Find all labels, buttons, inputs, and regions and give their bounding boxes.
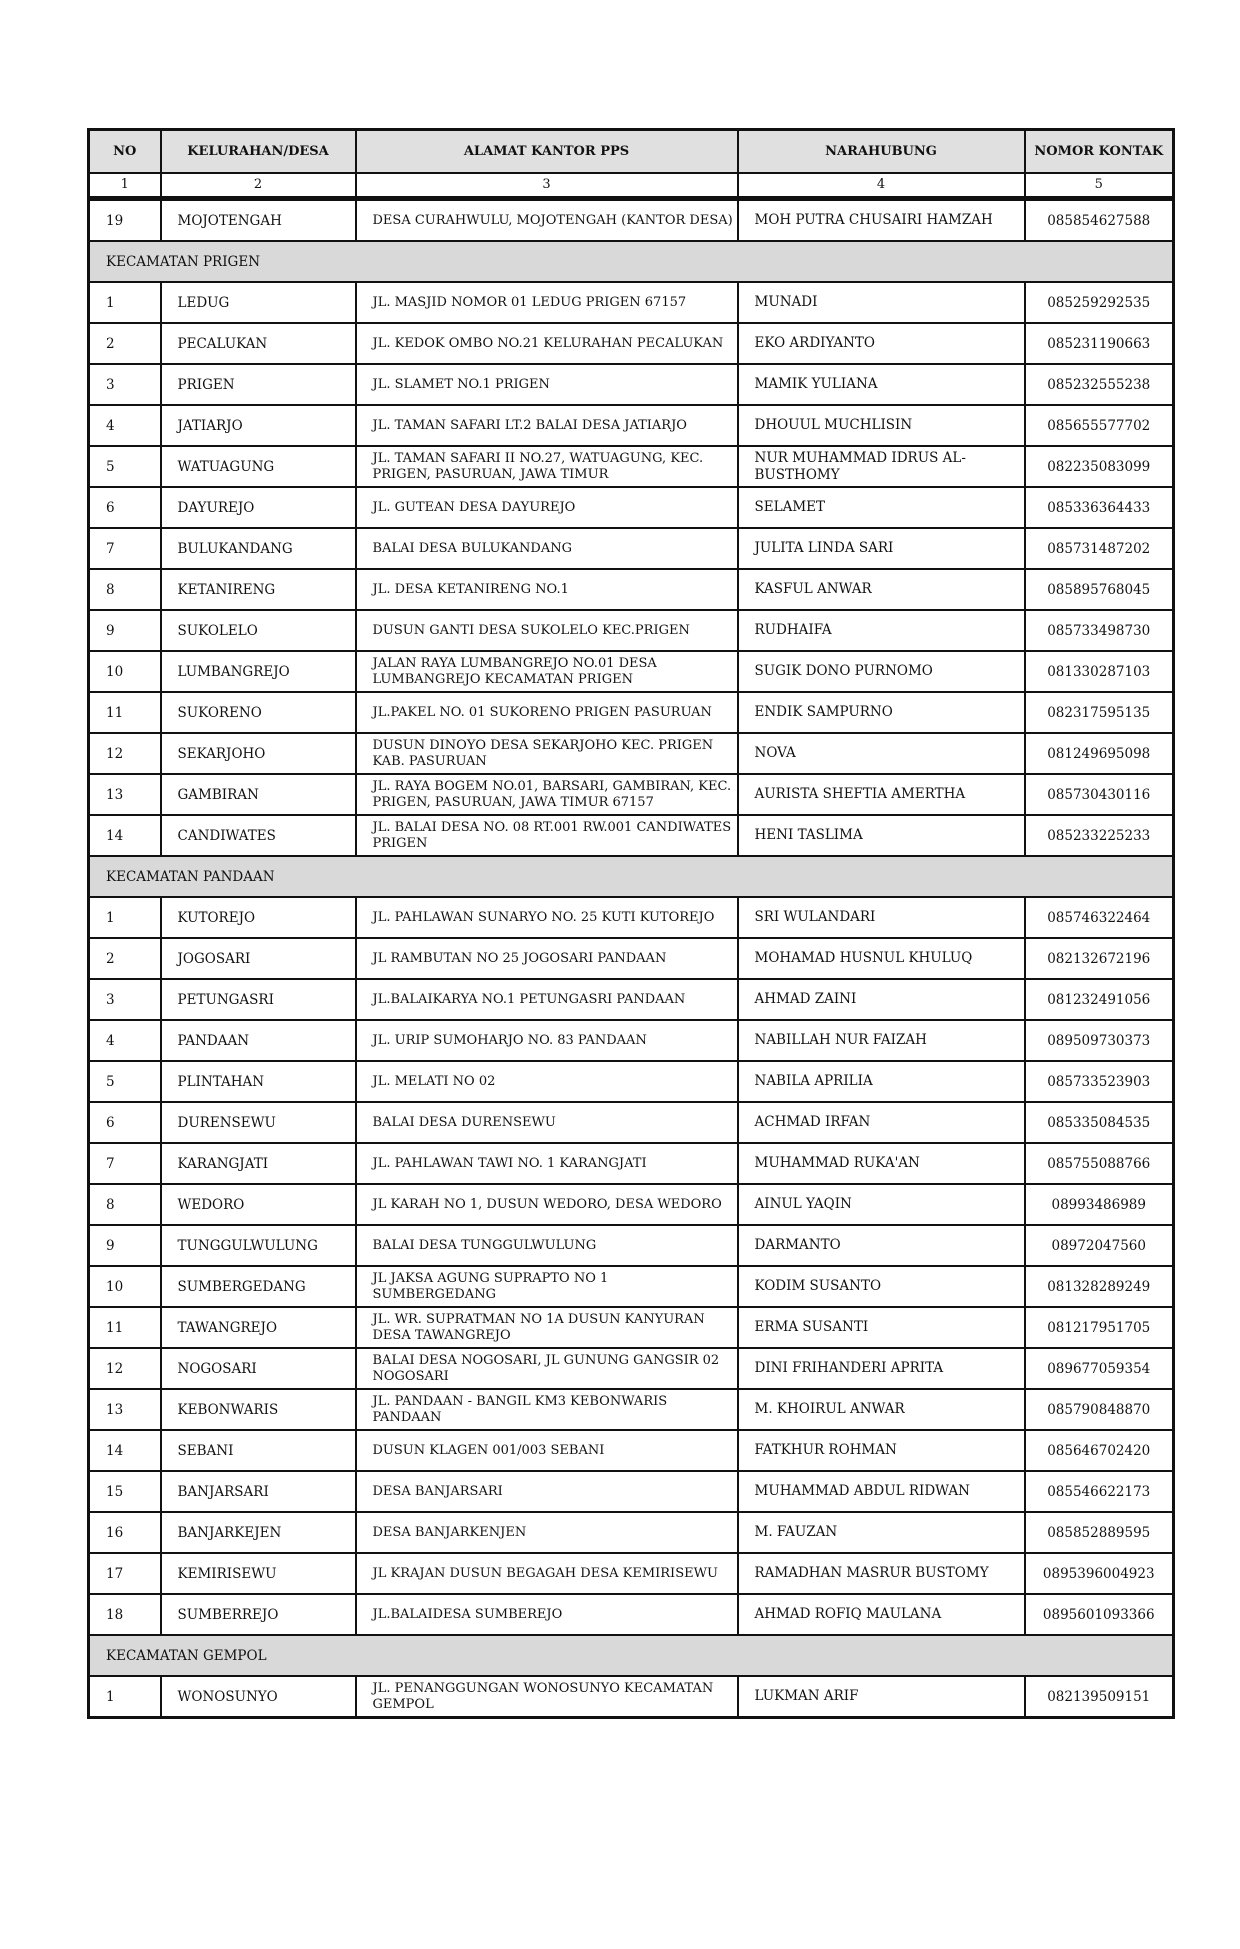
cell-nomor-kontak: 085336364433 [1025, 487, 1174, 528]
cell-alamat: JL. SLAMET NO.1 PRIGEN [356, 364, 738, 405]
cell-alamat: JL.BALAIKARYA NO.1 PETUNGASRI PANDAAN [356, 979, 738, 1020]
cell-nomor-kontak: 0895601093366 [1025, 1594, 1174, 1635]
cell-no: 2 [89, 323, 161, 364]
cell-alamat: JL KARAH NO 1, DUSUN WEDORO, DESA WEDORO [356, 1184, 738, 1225]
kecamatan-label: KECAMATAN PANDAAN [89, 856, 1174, 897]
cell-kelurahan-desa: PANDAAN [161, 1020, 356, 1061]
cell-narahubung: AHMAD ROFIQ MAULANA [738, 1594, 1025, 1635]
cell-kelurahan-desa: SUKOLELO [161, 610, 356, 651]
kecamatan-label: KECAMATAN PRIGEN [89, 241, 1174, 282]
cell-narahubung: NUR MUHAMMAD IDRUS AL-BUSTHOMY [738, 446, 1025, 487]
cell-narahubung: AHMAD ZAINI [738, 979, 1025, 1020]
cell-alamat: BALAI DESA NOGOSARI, JL GUNUNG GANGSIR 02 NOGOSARI [356, 1348, 738, 1389]
column-number: 4 [738, 173, 1025, 199]
table-row [89, 1553, 1174, 1594]
table-row [89, 610, 1174, 651]
table-row [89, 528, 1174, 569]
cell-nomor-kontak: 085730430116 [1025, 774, 1174, 815]
cell-alamat: JL. KEDOK OMBO NO.21 KELURAHAN PECALUKAN [356, 323, 738, 364]
cell-nomor-kontak: 085854627588 [1025, 199, 1174, 242]
cell-nomor-kontak: 085852889595 [1025, 1512, 1174, 1553]
cell-no: 8 [89, 1184, 161, 1225]
cell-narahubung: MOH PUTRA CHUSAIRI HAMZAH [738, 199, 1025, 242]
cell-narahubung: MAMIK YULIANA [738, 364, 1025, 405]
cell-no: 15 [89, 1471, 161, 1512]
column-number: 2 [161, 173, 356, 199]
column-number: 5 [1025, 173, 1174, 199]
cell-alamat: JL. PAHLAWAN TAWI NO. 1 KARANGJATI [356, 1143, 738, 1184]
table-row [89, 733, 1174, 774]
cell-narahubung: M. KHOIRUL ANWAR [738, 1389, 1025, 1430]
cell-kelurahan-desa: PLINTAHAN [161, 1061, 356, 1102]
header-narahubung: NARAHUBUNG [738, 130, 1025, 174]
cell-nomor-kontak: 0895396004923 [1025, 1553, 1174, 1594]
cell-nomor-kontak: 085335084535 [1025, 1102, 1174, 1143]
cell-no: 2 [89, 938, 161, 979]
cell-no: 3 [89, 364, 161, 405]
cell-narahubung: KASFUL ANWAR [738, 569, 1025, 610]
cell-alamat: DUSUN DINOYO DESA SEKARJOHO KEC. PRIGEN KAB. PASURUAN [356, 733, 738, 774]
cell-alamat: DESA BANJARKENJEN [356, 1512, 738, 1553]
cell-nomor-kontak: 085746322464 [1025, 897, 1174, 938]
cell-nomor-kontak: 082317595135 [1025, 692, 1174, 733]
cell-kelurahan-desa: PRIGEN [161, 364, 356, 405]
table-row [89, 938, 1174, 979]
cell-alamat: BALAI DESA TUNGGULWULUNG [356, 1225, 738, 1266]
cell-kelurahan-desa: SEBANI [161, 1430, 356, 1471]
cell-narahubung: DINI FRIHANDERI APRITA [738, 1348, 1025, 1389]
table-row [89, 692, 1174, 733]
cell-nomor-kontak: 081249695098 [1025, 733, 1174, 774]
cell-kelurahan-desa: SUMBERREJO [161, 1594, 356, 1635]
kecamatan-section-row [89, 856, 1174, 897]
cell-no: 18 [89, 1594, 161, 1635]
cell-narahubung: SRI WULANDARI [738, 897, 1025, 938]
cell-alamat: DUSUN GANTI DESA SUKOLELO KEC.PRIGEN [356, 610, 738, 651]
table-row [89, 405, 1174, 446]
cell-no: 16 [89, 1512, 161, 1553]
cell-alamat: JL. WR. SUPRATMAN NO 1A DUSUN KANYURAN DESA TAWANGREJO [356, 1307, 738, 1348]
cell-no: 17 [89, 1553, 161, 1594]
cell-narahubung: AINUL YAQIN [738, 1184, 1025, 1225]
cell-kelurahan-desa: NOGOSARI [161, 1348, 356, 1389]
cell-narahubung: MOHAMAD HUSNUL KHULUQ [738, 938, 1025, 979]
cell-kelurahan-desa: BANJARSARI [161, 1471, 356, 1512]
cell-alamat: BALAI DESA DURENSEWU [356, 1102, 738, 1143]
table-row [89, 446, 1174, 487]
cell-kelurahan-desa: TUNGGULWULUNG [161, 1225, 356, 1266]
cell-narahubung: JULITA LINDA SARI [738, 528, 1025, 569]
cell-nomor-kontak: 085546622173 [1025, 1471, 1174, 1512]
cell-narahubung: MUHAMMAD ABDUL RIDWAN [738, 1471, 1025, 1512]
cell-alamat: JL. BALAI DESA NO. 08 RT.001 RW.001 CANDIWATES PRIGEN [356, 815, 738, 856]
cell-nomor-kontak: 085232555238 [1025, 364, 1174, 405]
cell-kelurahan-desa: BANJARKEJEN [161, 1512, 356, 1553]
cell-narahubung: NABILA APRILIA [738, 1061, 1025, 1102]
cell-kelurahan-desa: CANDIWATES [161, 815, 356, 856]
cell-nomor-kontak: 081217951705 [1025, 1307, 1174, 1348]
cell-narahubung: ERMA SUSANTI [738, 1307, 1025, 1348]
cell-narahubung: MUHAMMAD RUKA'AN [738, 1143, 1025, 1184]
cell-kelurahan-desa: SUMBERGEDANG [161, 1266, 356, 1307]
pps-contact-table [87, 128, 1175, 1719]
cell-no: 14 [89, 1430, 161, 1471]
cell-alamat: BALAI DESA BULUKANDANG [356, 528, 738, 569]
cell-kelurahan-desa: KARANGJATI [161, 1143, 356, 1184]
cell-narahubung: NABILLAH NUR FAIZAH [738, 1020, 1025, 1061]
table-row [89, 651, 1174, 692]
cell-kelurahan-desa: GAMBIRAN [161, 774, 356, 815]
cell-kelurahan-desa: BULUKANDANG [161, 528, 356, 569]
table-row [89, 774, 1174, 815]
cell-kelurahan-desa: WATUAGUNG [161, 446, 356, 487]
table-row [89, 487, 1174, 528]
table-row [89, 815, 1174, 856]
cell-no: 7 [89, 528, 161, 569]
table-row [89, 282, 1174, 323]
cell-no: 13 [89, 774, 161, 815]
table-row [89, 1430, 1174, 1471]
cell-kelurahan-desa: DAYUREJO [161, 487, 356, 528]
cell-alamat: JL. DESA KETANIRENG NO.1 [356, 569, 738, 610]
cell-alamat: JL. MELATI NO 02 [356, 1061, 738, 1102]
table-row [89, 1676, 1174, 1718]
cell-no: 19 [89, 199, 161, 242]
table-body [89, 199, 1174, 1718]
cell-narahubung: KODIM SUSANTO [738, 1266, 1025, 1307]
cell-no: 6 [89, 487, 161, 528]
cell-nomor-kontak: 081328289249 [1025, 1266, 1174, 1307]
cell-nomor-kontak: 085233225233 [1025, 815, 1174, 856]
cell-nomor-kontak: 085646702420 [1025, 1430, 1174, 1471]
cell-narahubung: RAMADHAN MASRUR BUSTOMY [738, 1553, 1025, 1594]
cell-no: 9 [89, 1225, 161, 1266]
cell-nomor-kontak: 08972047560 [1025, 1225, 1174, 1266]
cell-no: 9 [89, 610, 161, 651]
cell-alamat: JL KRAJAN DUSUN BEGAGAH DESA KEMIRISEWU [356, 1553, 738, 1594]
cell-alamat: JL. RAYA BOGEM NO.01, BARSARI, GAMBIRAN, KEC. PRIGEN, PASURUAN, JAWA TIMUR 67157 [356, 774, 738, 815]
cell-no: 12 [89, 1348, 161, 1389]
document-page [87, 128, 1172, 1719]
column-number-row [89, 173, 1174, 199]
cell-alamat: JL.BALAIDESA SUMBEREJO [356, 1594, 738, 1635]
cell-no: 1 [89, 282, 161, 323]
cell-alamat: DUSUN KLAGEN 001/003 SEBANI [356, 1430, 738, 1471]
cell-no: 1 [89, 897, 161, 938]
cell-no: 11 [89, 1307, 161, 1348]
table-row [89, 1307, 1174, 1348]
cell-no: 6 [89, 1102, 161, 1143]
cell-no: 8 [89, 569, 161, 610]
cell-alamat: JL. TAMAN SAFARI II NO.27, WATUAGUNG, KEC. PRIGEN, PASURUAN, JAWA TIMUR [356, 446, 738, 487]
cell-no: 1 [89, 1676, 161, 1718]
header-row [89, 130, 1174, 174]
cell-alamat: JL. GUTEAN DESA DAYUREJO [356, 487, 738, 528]
header-alamat-kantor: ALAMAT KANTOR PPS [356, 130, 738, 174]
cell-no: 10 [89, 651, 161, 692]
cell-nomor-kontak: 082235083099 [1025, 446, 1174, 487]
cell-nomor-kontak: 082139509151 [1025, 1676, 1174, 1718]
table-row [89, 1061, 1174, 1102]
table-row [89, 897, 1174, 938]
cell-kelurahan-desa: MOJOTENGAH [161, 199, 356, 242]
cell-alamat: DESA CURAHWULU, MOJOTENGAH (KANTOR DESA) [356, 199, 738, 242]
table-header [89, 130, 1174, 199]
table-row [89, 199, 1174, 242]
cell-alamat: JL. TAMAN SAFARI LT.2 BALAI DESA JATIARJO [356, 405, 738, 446]
cell-kelurahan-desa: WEDORO [161, 1184, 356, 1225]
cell-alamat: JL JAKSA AGUNG SUPRAPTO NO 1 SUMBERGEDANG [356, 1266, 738, 1307]
header-kelurahan-desa: KELURAHAN/DESA [161, 130, 356, 174]
cell-alamat: JL. MASJID NOMOR 01 LEDUG PRIGEN 67157 [356, 282, 738, 323]
cell-narahubung: DHOUUL MUCHLISIN [738, 405, 1025, 446]
cell-nomor-kontak: 089677059354 [1025, 1348, 1174, 1389]
cell-nomor-kontak: 085731487202 [1025, 528, 1174, 569]
cell-no: 7 [89, 1143, 161, 1184]
kecamatan-section-row [89, 1635, 1174, 1676]
cell-narahubung: NOVA [738, 733, 1025, 774]
cell-no: 12 [89, 733, 161, 774]
cell-kelurahan-desa: KUTOREJO [161, 897, 356, 938]
cell-nomor-kontak: 081330287103 [1025, 651, 1174, 692]
cell-kelurahan-desa: TAWANGREJO [161, 1307, 356, 1348]
table-row [89, 364, 1174, 405]
table-row [89, 1225, 1174, 1266]
cell-kelurahan-desa: SEKARJOHO [161, 733, 356, 774]
cell-alamat: JL RAMBUTAN NO 25 JOGOSARI PANDAAN [356, 938, 738, 979]
table-row [89, 323, 1174, 364]
cell-kelurahan-desa: JOGOSARI [161, 938, 356, 979]
cell-narahubung: HENI TASLIMA [738, 815, 1025, 856]
cell-nomor-kontak: 085259292535 [1025, 282, 1174, 323]
header-no: NO [89, 130, 161, 174]
cell-no: 3 [89, 979, 161, 1020]
cell-narahubung: DARMANTO [738, 1225, 1025, 1266]
table-row [89, 1512, 1174, 1553]
table-row [89, 1348, 1174, 1389]
cell-kelurahan-desa: JATIARJO [161, 405, 356, 446]
cell-narahubung: ENDIK SAMPURNO [738, 692, 1025, 733]
table-row [89, 1471, 1174, 1512]
table-row [89, 979, 1174, 1020]
cell-nomor-kontak: 082132672196 [1025, 938, 1174, 979]
table-row [89, 569, 1174, 610]
cell-narahubung: FATKHUR ROHMAN [738, 1430, 1025, 1471]
cell-nomor-kontak: 085231190663 [1025, 323, 1174, 364]
cell-narahubung: RUDHAIFA [738, 610, 1025, 651]
column-number: 3 [356, 173, 738, 199]
cell-kelurahan-desa: LEDUG [161, 282, 356, 323]
table-row [89, 1594, 1174, 1635]
cell-no: 14 [89, 815, 161, 856]
cell-narahubung: EKO ARDIYANTO [738, 323, 1025, 364]
cell-nomor-kontak: 085755088766 [1025, 1143, 1174, 1184]
cell-no: 13 [89, 1389, 161, 1430]
cell-alamat: JL.PAKEL NO. 01 SUKORENO PRIGEN PASURUAN [356, 692, 738, 733]
cell-kelurahan-desa: KEBONWARIS [161, 1389, 356, 1430]
cell-kelurahan-desa: PECALUKAN [161, 323, 356, 364]
table-row [89, 1143, 1174, 1184]
cell-kelurahan-desa: DURENSEWU [161, 1102, 356, 1143]
cell-narahubung: SUGIK DONO PURNOMO [738, 651, 1025, 692]
cell-no: 10 [89, 1266, 161, 1307]
cell-kelurahan-desa: KETANIRENG [161, 569, 356, 610]
cell-nomor-kontak: 085733523903 [1025, 1061, 1174, 1102]
cell-nomor-kontak: 089509730373 [1025, 1020, 1174, 1061]
cell-no: 4 [89, 1020, 161, 1061]
cell-kelurahan-desa: PETUNGASRI [161, 979, 356, 1020]
cell-alamat: JL. PAHLAWAN SUNARYO NO. 25 KUTI KUTOREJO [356, 897, 738, 938]
cell-nomor-kontak: 085790848870 [1025, 1389, 1174, 1430]
cell-nomor-kontak: 085655577702 [1025, 405, 1174, 446]
cell-alamat: JL. PANDAAN - BANGIL KM3 KEBONWARIS PANDAAN [356, 1389, 738, 1430]
cell-no: 11 [89, 692, 161, 733]
column-number: 1 [89, 173, 161, 199]
cell-no: 4 [89, 405, 161, 446]
cell-kelurahan-desa: SUKORENO [161, 692, 356, 733]
table-row [89, 1020, 1174, 1061]
cell-narahubung: M. FAUZAN [738, 1512, 1025, 1553]
cell-no: 5 [89, 446, 161, 487]
cell-kelurahan-desa: KEMIRISEWU [161, 1553, 356, 1594]
cell-nomor-kontak: 08993486989 [1025, 1184, 1174, 1225]
cell-kelurahan-desa: WONOSUNYO [161, 1676, 356, 1718]
cell-narahubung: MUNADI [738, 282, 1025, 323]
table-row [89, 1184, 1174, 1225]
cell-alamat: DESA BANJARSARI [356, 1471, 738, 1512]
table-row [89, 1389, 1174, 1430]
cell-narahubung: LUKMAN ARIF [738, 1676, 1025, 1718]
table-row [89, 1102, 1174, 1143]
kecamatan-section-row [89, 241, 1174, 282]
cell-alamat: JL. PENANGGUNGAN WONOSUNYO KECAMATAN GEMPOL [356, 1676, 738, 1718]
cell-narahubung: AURISTA SHEFTIA AMERTHA [738, 774, 1025, 815]
cell-narahubung: SELAMET [738, 487, 1025, 528]
cell-kelurahan-desa: LUMBANGREJO [161, 651, 356, 692]
cell-alamat: JALAN RAYA LUMBANGREJO NO.01 DESA LUMBANGREJO KECAMATAN PRIGEN [356, 651, 738, 692]
cell-narahubung: ACHMAD IRFAN [738, 1102, 1025, 1143]
kecamatan-label: KECAMATAN GEMPOL [89, 1635, 1174, 1676]
cell-alamat: JL. URIP SUMOHARJO NO. 83 PANDAAN [356, 1020, 738, 1061]
table-row [89, 1266, 1174, 1307]
cell-nomor-kontak: 081232491056 [1025, 979, 1174, 1020]
cell-nomor-kontak: 085895768045 [1025, 569, 1174, 610]
cell-nomor-kontak: 085733498730 [1025, 610, 1174, 651]
cell-no: 5 [89, 1061, 161, 1102]
header-nomor-kontak: NOMOR KONTAK [1025, 130, 1174, 174]
